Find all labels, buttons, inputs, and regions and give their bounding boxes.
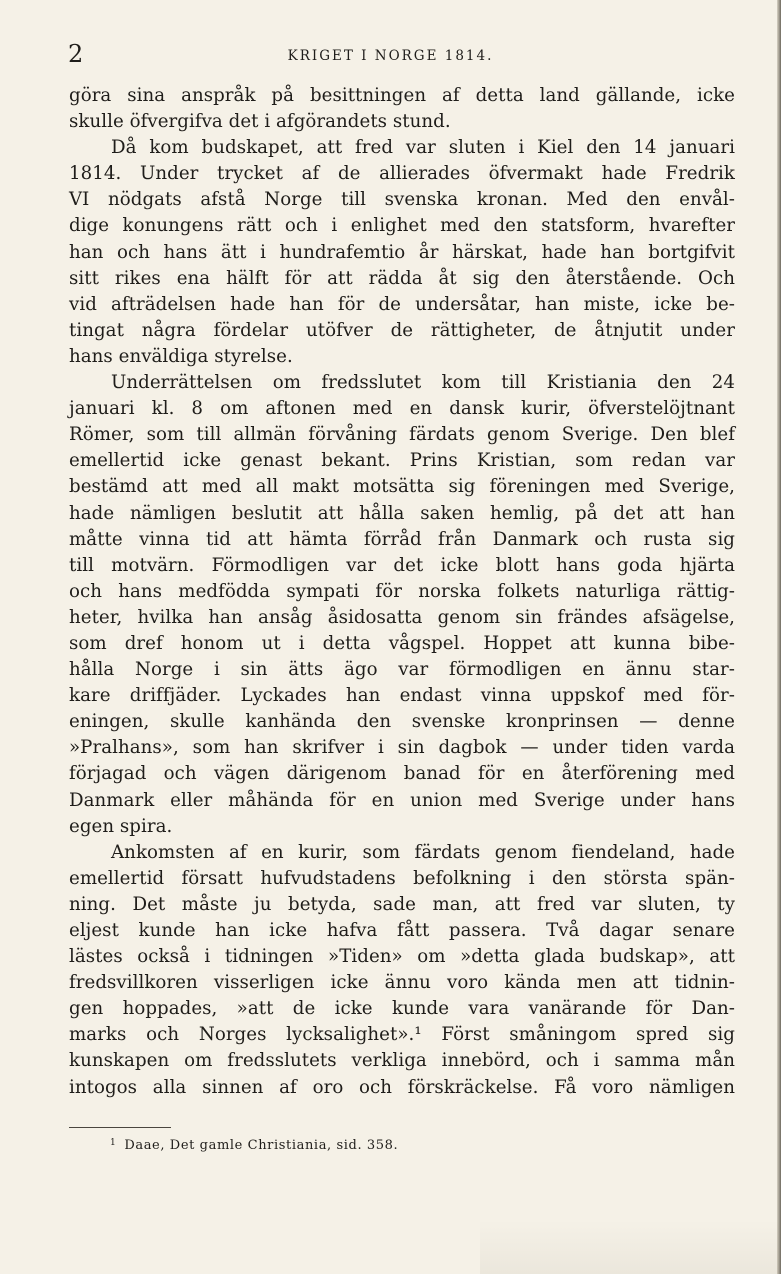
paper-shade [480, 1220, 781, 1274]
text-line: förjagad och vägen därigenom banad för en återförening med [69, 763, 735, 785]
text-line: Då kom budskapet, att fred var sluten i Kiel den 14 januari [111, 137, 735, 159]
text-line: vid afträdelsen hade han för de undersåtar, han miste, icke be- [69, 293, 735, 315]
text-line: januari kl. 8 om aftonen med en dansk kurir, öfverstelöjtnant [69, 398, 735, 420]
text-line: eljest kunde han icke hafva fått passera. Två dagar senare [69, 920, 735, 941]
text-line: sitt rikes ena hälft för att rädda åt sig den återstående. Och [69, 267, 735, 289]
text-line: Underrättelsen om fredsslutet kom till Kristiania den 24 [111, 372, 735, 394]
text-line: dige konungens rätt och i enlighet med den statsform, hvarefter [69, 215, 735, 237]
text-line: och hans medfödda sympati för norska folkets naturliga rättig- [69, 580, 735, 602]
running-head: KRIGET I NORGE 1814. [287, 48, 494, 64]
text-line: skulle öfvergifva det i afgörandets stund. [69, 111, 451, 133]
footnote-text: Daae, Det gamle Christiania, sid. 358. [124, 1138, 399, 1153]
text-line: Danmark eller måhända för en union med Sverige under hans [69, 789, 735, 811]
text-line: som dref honom ut i detta vågspel. Hoppet att kunna bibe- [69, 632, 735, 654]
text-line: hans enväldiga styrelse. [69, 345, 293, 367]
text-line: han och hans ätt i hundrafemtio år härskat, hade han bortgifvit [69, 241, 735, 263]
page-number: 2 [68, 40, 84, 68]
footnote [110, 1138, 398, 1153]
text-line: emellertid icke genast bekant. Prins Kristian, som redan var [69, 450, 735, 472]
text-line: ning. Det måste ju betyda, sade man, att fred var sluten, ty [69, 893, 735, 915]
text-line: till motvärn. Förmodligen var det icke blott hans goda hjärta [69, 554, 735, 576]
text-line: Römer, som till allmän förvåning färdats genom Sverige. Den blef [69, 424, 735, 446]
text-line: gen hoppades, »att de icke kunde vara vanärande för Dan- [69, 998, 735, 1020]
text-line: hålla Norge i sin ätts ägo var förmodligen en ännu star- [69, 659, 735, 681]
page-edge [777, 0, 781, 1274]
text-line: fredsvillkoren visserligen icke ännu voro kända men att tidnin- [69, 972, 735, 994]
text-line: hade nämligen beslutit att hålla saken hemlig, på det att han [69, 502, 735, 524]
text-line: göra sina anspråk på besittningen af detta land gällande, icke [69, 85, 735, 106]
footnote-rule [69, 1127, 171, 1128]
text-line: Ankomsten af en kurir, som färdats genom fiendeland, hade [111, 841, 735, 863]
text-line: egen spira. [69, 815, 173, 837]
text-line: 1814. Under trycket af de allierades öfvermakt hade Fredrik [69, 163, 735, 185]
text-line: eningen, skulle kanhända den svenske kronprinsen — denne [69, 711, 735, 733]
body-text [69, 83, 735, 1101]
text-line: »Pralhans», som han skrifver i sin dagbok — under tiden varda [69, 737, 735, 759]
text-line: måtte vinna tid att hämta förråd från Danmark och rusta sig [69, 528, 735, 550]
text-line: intogos alla sinnen af oro och förskräckelse. Få voro nämligen [69, 1076, 735, 1098]
text-line: lästes också i tidningen »Tiden» om »detta glada budskap», att [69, 946, 735, 968]
text-line: bestämd att med all makt motsätta sig föreningen med Sverige, [69, 476, 735, 498]
text-line: tingat några fördelar utöfver de rättigheter, de åtnjutit under [69, 319, 735, 341]
text-line: VI nödgats afstå Norge till svenska kronan. Med den envål- [69, 189, 735, 211]
text-line: kare driffjäder. Lyckades han endast vinna uppskof med för- [69, 685, 735, 707]
text-line: kunskapen om fredsslutets verkliga innebörd, och i samma mån [69, 1050, 735, 1072]
footnote-marker: 1 [110, 1138, 117, 1148]
text-line: heter, hvilka han ansåg åsidosatta genom sin frändes afsägelse, [69, 606, 735, 628]
text-line: marks och Norges lycksalighet».¹ Först småningom spred sig [69, 1024, 735, 1046]
text-line: emellertid försatt hufvudstadens befolkning i den största spän- [69, 867, 735, 889]
